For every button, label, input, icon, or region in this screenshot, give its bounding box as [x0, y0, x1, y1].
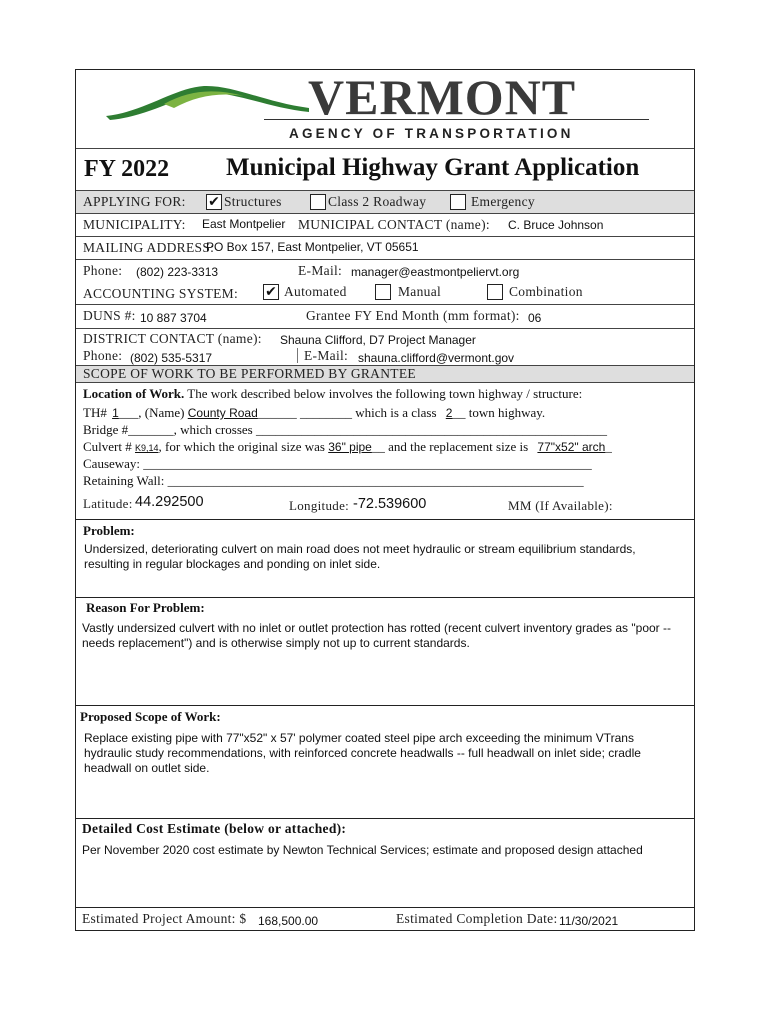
accounting-system-label: ACCOUNTING SYSTEM: [83, 286, 239, 301]
emergency-checkbox[interactable] [450, 194, 466, 210]
combination-checkbox[interactable] [487, 284, 503, 300]
page-title: Municipal Highway Grant Application [226, 154, 640, 181]
municipal-contact-field[interactable]: C. Bruce Johnson [508, 218, 604, 232]
duns-field[interactable]: 10 887 3704 [140, 311, 207, 325]
location-lead-text: The work described below involves the following town highway / structure: [184, 386, 583, 401]
latitude-label: Latitude: [83, 496, 133, 511]
district-contact-label: DISTRICT CONTACT (name): [83, 331, 262, 346]
phone-label: Phone: [83, 263, 123, 278]
culvert-number-field[interactable]: K9,14 [135, 443, 159, 453]
district-email-label: E-Mail: [304, 348, 349, 363]
culvert-row: Culvert # K9,14, for which the original size was 36" pipe__ and the replacement size is 77"x52" arch_ [83, 439, 612, 454]
municipal-contact-label: MUNICIPAL CONTACT (name): [298, 217, 490, 232]
logo-agency: AGENCY OF TRANSPORTATION [289, 126, 574, 141]
proposed-scope-field[interactable]: Replace existing pipe with 77"x52" x 57' polymer coated steel pipe arch exceeding the minimum VTrans hydraulic study recommendations, with reinforced concrete headwalls -- full headwall on inlet side; cradle headwall on outlet side. [84, 731, 641, 775]
reason-field[interactable]: Vastly undersized culvert with no inlet or outlet protection has rotted (recent culvert inventory grades as "poor -- needs replacement") and is otherwise simply not up to current standards. [82, 621, 671, 650]
mountain-logo-icon [104, 78, 314, 128]
retaining-wall-field[interactable]: ________________________________________________________________ [164, 473, 584, 488]
proposed-scope-label: Proposed Scope of Work: [80, 709, 221, 724]
municipality-label: MUNICIPALITY: [83, 217, 186, 232]
scope-header: SCOPE OF WORK TO BE PERFORMED BY GRANTEE [83, 366, 416, 381]
structures-checkbox[interactable]: ✔ [206, 194, 222, 210]
latitude-field[interactable]: 44.292500 [135, 494, 204, 510]
phone-field[interactable]: (802) 223-3313 [136, 265, 219, 279]
emergency-label: Emergency [471, 194, 535, 209]
problem-label: Problem: [83, 523, 135, 538]
cost-estimate-field[interactable]: Per November 2020 cost estimate by Newton Technical Services; estimate and proposed design attached [82, 843, 643, 857]
reason-label: Reason For Problem: [86, 600, 205, 615]
completion-date-field[interactable]: 11/30/2021 [559, 914, 619, 928]
automated-label: Automated [284, 284, 347, 299]
automated-checkbox[interactable]: ✔ [263, 284, 279, 300]
fiscal-year: FY 2022 [84, 156, 170, 182]
problem-field[interactable]: Undersized, deteriorating culvert on main road does not meet hydraulic or stream equilibrium standards, resulting in regular blockages and ponding on inlet side. [84, 542, 636, 571]
logo-rule [264, 119, 649, 120]
th-row: TH# 1___, (Name) County Road______ ________ which is a class 2__ town highway. [83, 405, 546, 420]
original-size-field[interactable]: 36" pipe [328, 440, 372, 454]
class2-roadway-checkbox[interactable] [310, 194, 326, 210]
district-contact-field[interactable]: Shauna Clifford, D7 Project Manager [280, 333, 476, 347]
road-name-field[interactable]: County Road [187, 406, 258, 420]
causeway-row: Causeway: _____________________________________________________________________ [83, 456, 592, 471]
project-amount-label: Estimated Project Amount: $ [82, 911, 247, 926]
mailing-address-label: MAILING ADDRESS: [83, 240, 215, 255]
mailing-address-field[interactable]: PO Box 157, East Montpelier, VT 05651 [206, 240, 419, 254]
road-class-field[interactable]: 2 [445, 406, 453, 420]
manual-checkbox[interactable] [375, 284, 391, 300]
district-phone-label: Phone: [83, 348, 123, 363]
location-lead: Location of Work. [83, 386, 185, 401]
district-email-field[interactable]: shauna.clifford@vermont.gov [358, 351, 515, 365]
logo-wordmark: VERMONT [308, 69, 577, 125]
fy-end-label: Grantee FY End Month (mm format): [306, 308, 520, 323]
bridge-row: Bridge #_______, which crosses ______________________________________________________ [83, 422, 607, 437]
class2-roadway-label: Class 2 Roadway [328, 194, 427, 209]
duns-label: DUNS #: [83, 308, 136, 323]
location-intro [83, 386, 582, 402]
combination-label: Combination [509, 284, 583, 299]
completion-date-label: Estimated Completion Date: [396, 911, 558, 926]
th-number-field[interactable]: 1 [112, 406, 119, 420]
cost-estimate-label: Detailed Cost Estimate (below or attached): [82, 821, 347, 836]
field-divider [297, 348, 298, 363]
vtrans-logo [104, 69, 649, 144]
causeway-field[interactable]: _____________________________________________________________________ [140, 456, 592, 471]
retaining-wall-row: Retaining Wall: ________________________________________________________________ [83, 473, 584, 488]
project-amount-field[interactable]: 168,500.00 [258, 914, 319, 928]
email-field[interactable]: manager@eastmontpeliervt.org [351, 265, 520, 279]
municipality-field[interactable]: East Montpelier [202, 217, 286, 231]
manual-label: Manual [398, 284, 442, 299]
longitude-field[interactable]: -72.539600 [353, 496, 427, 512]
email-label: E-Mail: [298, 263, 343, 278]
replacement-size-field[interactable]: 77"x52" arch [537, 440, 606, 454]
bridge-number-field[interactable]: _______ [128, 422, 174, 437]
structures-label: Structures [224, 194, 282, 209]
grant-application-form [75, 69, 695, 931]
longitude-label: Longitude: [289, 498, 350, 513]
fy-end-field[interactable]: 06 [528, 311, 542, 325]
district-phone-field[interactable]: (802) 535-5317 [130, 351, 213, 365]
applying-for-label: APPLYING FOR: [83, 194, 186, 209]
mile-marker-label: MM (If Available): [508, 498, 613, 513]
